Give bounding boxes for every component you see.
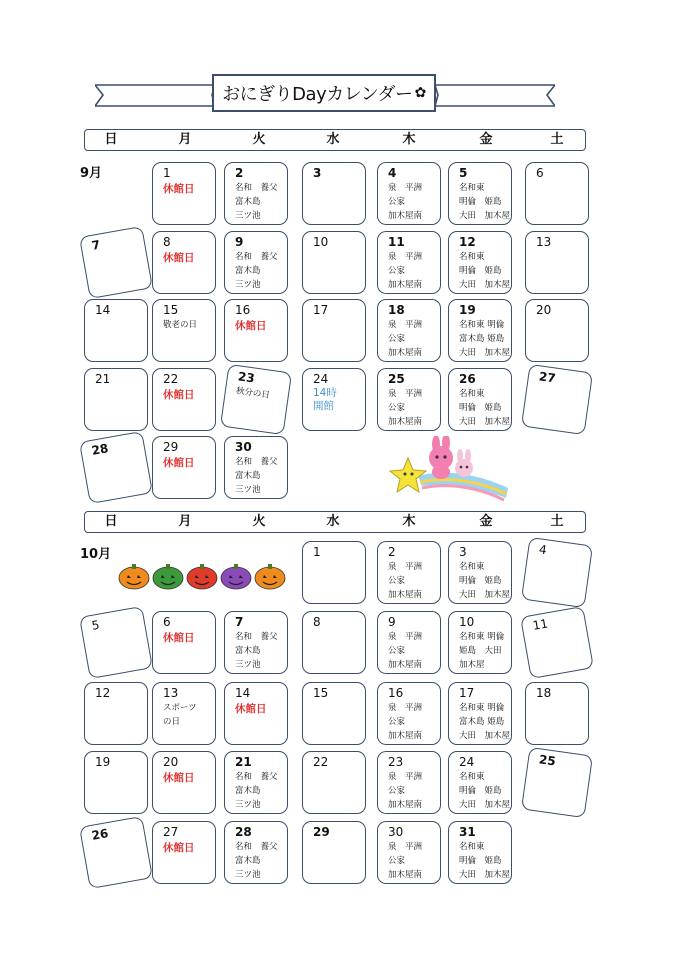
bunny-star-illustration bbox=[388, 436, 510, 504]
school-district: 明倫 姫島 bbox=[459, 197, 502, 207]
day-number: 4 bbox=[538, 542, 548, 558]
calendar-day bbox=[79, 606, 153, 679]
weekday-label: 火 bbox=[252, 132, 266, 147]
calendar-day bbox=[377, 611, 441, 674]
school-district: 名和 養父 bbox=[235, 772, 278, 782]
calendar-day bbox=[152, 299, 216, 362]
calendar-day bbox=[224, 821, 288, 884]
calendar-day bbox=[224, 299, 288, 362]
school-district: 富木島 bbox=[235, 197, 261, 207]
day-number: 8 bbox=[313, 615, 321, 629]
school-district: 大田 加木屋 bbox=[459, 280, 511, 290]
school-district: 加木屋南 bbox=[388, 417, 423, 427]
day-number: 19 bbox=[459, 303, 476, 317]
school-district: 加木屋南 bbox=[388, 870, 423, 880]
pumpkin-icon bbox=[187, 564, 217, 589]
school-district: 名和東 明倫 bbox=[459, 703, 505, 713]
school-district: 姫島 大田 bbox=[459, 646, 502, 656]
day-number: 5 bbox=[459, 166, 468, 180]
school-district: 泉 平洲 bbox=[388, 632, 423, 642]
school-district: 加木屋南 bbox=[388, 590, 423, 600]
school-district: 名和 養父 bbox=[235, 632, 278, 642]
day-number: 25 bbox=[538, 752, 557, 769]
weekday-label: 日 bbox=[104, 132, 118, 147]
calendar-day bbox=[377, 162, 441, 225]
calendar-day bbox=[448, 541, 512, 604]
calendar-day bbox=[448, 368, 512, 431]
school-district: 明倫 姫島 bbox=[459, 786, 502, 796]
school-district: 加木屋南 bbox=[388, 800, 423, 810]
day-number: 10 bbox=[459, 615, 475, 629]
pumpkins-decoration bbox=[118, 562, 288, 590]
weekday-label: 月 bbox=[178, 132, 192, 147]
calendar-day bbox=[302, 162, 366, 225]
school-district: 大田 加木屋 bbox=[459, 590, 511, 600]
closed-label: 休館日 bbox=[235, 703, 267, 715]
day-number: 27 bbox=[538, 369, 557, 386]
calendar-day bbox=[448, 611, 512, 674]
calendar-day bbox=[525, 162, 589, 225]
calendar-day bbox=[220, 364, 292, 435]
calendar-day bbox=[152, 821, 216, 884]
day-number: 24 bbox=[459, 755, 475, 769]
calendar-day bbox=[224, 231, 288, 294]
weekday-label: 日 bbox=[104, 514, 118, 529]
school-district: 三ツ池 bbox=[235, 211, 261, 221]
day-number: 29 bbox=[313, 825, 330, 839]
school-district: 富木島 bbox=[235, 856, 261, 866]
day-number: 31 bbox=[459, 825, 476, 839]
school-district: 富木島 bbox=[235, 786, 261, 796]
calendar-day bbox=[448, 162, 512, 225]
day-number: 17 bbox=[459, 686, 475, 700]
calendar-day bbox=[152, 162, 216, 225]
school-district: 泉 平洲 bbox=[388, 389, 423, 399]
calendar-day bbox=[152, 436, 216, 499]
day-number: 3 bbox=[459, 545, 467, 559]
day-number: 11 bbox=[388, 235, 405, 249]
day-number: 21 bbox=[95, 372, 111, 386]
weekday-label: 月 bbox=[178, 514, 192, 529]
closed-label: 休館日 bbox=[163, 183, 195, 195]
month-label-september: 9月 bbox=[80, 166, 103, 181]
closed-label: 休館日 bbox=[163, 389, 195, 401]
day-number: 28 bbox=[90, 441, 110, 458]
school-district: 三ツ池 bbox=[235, 280, 261, 290]
closed-label: 休館日 bbox=[235, 320, 267, 332]
calendar-day bbox=[152, 751, 216, 814]
closed-label: 休館日 bbox=[163, 772, 195, 784]
calendar-day bbox=[84, 751, 148, 814]
school-district: 三ツ池 bbox=[235, 485, 261, 495]
calendar-day bbox=[302, 299, 366, 362]
calendar-day bbox=[521, 537, 593, 608]
day-number: 23 bbox=[388, 755, 404, 769]
weekday-label: 金 bbox=[479, 132, 493, 147]
school-district: 泉 平洲 bbox=[388, 772, 423, 782]
day-number: 7 bbox=[90, 237, 102, 253]
day-number: 25 bbox=[388, 372, 405, 386]
day-number: 22 bbox=[313, 755, 329, 769]
day-number: 1 bbox=[163, 166, 171, 180]
school-district: スポーツ bbox=[163, 703, 197, 713]
school-district: 敬老の日 bbox=[163, 320, 198, 330]
calendar-day bbox=[152, 611, 216, 674]
day-number: 3 bbox=[313, 166, 322, 180]
school-district: 名和東 bbox=[459, 183, 485, 193]
closed-label: 休館日 bbox=[163, 457, 195, 469]
calendar-day bbox=[525, 299, 589, 362]
day-number: 10 bbox=[313, 235, 329, 249]
day-number: 28 bbox=[235, 825, 252, 839]
day-number: 18 bbox=[388, 303, 405, 317]
calendar-day bbox=[302, 821, 366, 884]
school-district: 富木島 bbox=[235, 646, 261, 656]
school-district: 名和 養父 bbox=[235, 183, 278, 193]
school-district: 富木島 bbox=[235, 471, 261, 481]
school-district: 泉 平洲 bbox=[388, 252, 423, 262]
school-district: 泉 平洲 bbox=[388, 320, 423, 330]
school-district: 名和東 bbox=[459, 772, 485, 782]
calendar-day bbox=[84, 299, 148, 362]
calendar-day bbox=[152, 682, 216, 745]
closed-label: 休館日 bbox=[163, 632, 195, 644]
day-number: 12 bbox=[95, 686, 111, 700]
day-number: 30 bbox=[388, 825, 404, 839]
school-district: 三ツ池 bbox=[235, 660, 261, 670]
day-number: 17 bbox=[313, 303, 329, 317]
calendar-day bbox=[302, 611, 366, 674]
school-district: 公家 bbox=[388, 717, 406, 727]
calendar-day bbox=[152, 368, 216, 431]
school-district: 名和東 明倫 bbox=[459, 320, 505, 330]
calendar-day bbox=[521, 364, 593, 435]
calendar-day bbox=[302, 368, 366, 431]
day-number: 24 bbox=[313, 372, 329, 386]
calendar-day bbox=[448, 751, 512, 814]
school-district: 公家 bbox=[388, 856, 406, 866]
calendar-day bbox=[224, 162, 288, 225]
school-district: 公家 bbox=[388, 266, 406, 276]
day-number: 8 bbox=[163, 235, 171, 249]
day-number: 5 bbox=[90, 617, 101, 633]
opening-note: 14時 bbox=[313, 387, 337, 399]
calendar-day bbox=[377, 231, 441, 294]
calendar-day bbox=[302, 751, 366, 814]
day-number: 26 bbox=[90, 826, 110, 843]
weekday-label: 水 bbox=[326, 132, 340, 147]
day-number: 20 bbox=[163, 755, 179, 769]
school-district: 名和 養父 bbox=[235, 457, 278, 467]
day-number: 7 bbox=[235, 615, 244, 629]
calendar-day bbox=[520, 606, 594, 679]
day-number: 6 bbox=[163, 615, 171, 629]
calendar-day bbox=[377, 751, 441, 814]
day-number: 14 bbox=[235, 686, 251, 700]
calendar-day bbox=[224, 682, 288, 745]
school-district: 名和東 bbox=[459, 562, 485, 572]
day-number: 22 bbox=[163, 372, 179, 386]
school-district: 名和 養父 bbox=[235, 842, 278, 852]
school-district: 名和東 bbox=[459, 252, 485, 262]
school-district: 大田 加木屋 bbox=[459, 211, 511, 221]
school-district: 公家 bbox=[388, 646, 406, 656]
school-district: 加木屋南 bbox=[388, 211, 423, 221]
day-number: 11 bbox=[531, 616, 550, 633]
day-number: 2 bbox=[235, 166, 244, 180]
school-district: 名和東 bbox=[459, 842, 485, 852]
day-number: 19 bbox=[95, 755, 111, 769]
school-district: 泉 平洲 bbox=[388, 703, 423, 713]
calendar-day bbox=[302, 541, 366, 604]
school-district: 泉 平洲 bbox=[388, 562, 423, 572]
day-number: 13 bbox=[536, 235, 552, 249]
calendar-day bbox=[377, 682, 441, 745]
calendar-day bbox=[79, 431, 153, 504]
calendar-day bbox=[224, 751, 288, 814]
school-district: 富木島 姫島 bbox=[459, 717, 505, 727]
day-number: 26 bbox=[459, 372, 476, 386]
school-district: 明倫 姫島 bbox=[459, 266, 502, 276]
school-district: 公家 bbox=[388, 576, 406, 586]
day-number: 15 bbox=[163, 303, 179, 317]
pumpkin-icon bbox=[255, 564, 285, 589]
school-district: 大田 加木屋 bbox=[459, 348, 511, 358]
school-district: 明倫 姫島 bbox=[459, 576, 502, 586]
calendar-day bbox=[79, 226, 153, 299]
weekday-label: 木 bbox=[402, 132, 416, 147]
pumpkin-icon bbox=[153, 564, 183, 589]
calendar-day bbox=[84, 682, 148, 745]
calendar-day bbox=[377, 821, 441, 884]
school-district: 泉 平洲 bbox=[388, 183, 423, 193]
calendar-day bbox=[521, 747, 593, 818]
day-number: 15 bbox=[313, 686, 329, 700]
school-district: 加木屋南 bbox=[388, 731, 423, 741]
closed-label: 休館日 bbox=[163, 252, 195, 264]
school-district: 富木島 姫島 bbox=[459, 334, 505, 344]
calendar-day bbox=[152, 231, 216, 294]
opening-note: 開館 bbox=[313, 400, 334, 412]
calendar-day bbox=[525, 231, 589, 294]
day-number: 21 bbox=[235, 755, 252, 769]
school-district: 大田 加木屋 bbox=[459, 731, 511, 741]
closed-label: 休館日 bbox=[163, 842, 195, 854]
calendar-day bbox=[224, 611, 288, 674]
calendar-day bbox=[448, 821, 512, 884]
calendar-day bbox=[79, 816, 153, 889]
calendar-day bbox=[377, 368, 441, 431]
school-district: 名和東 明倫 bbox=[459, 632, 505, 642]
weekday-label: 金 bbox=[479, 514, 493, 529]
calendar-day bbox=[448, 231, 512, 294]
school-district: 明倫 姫島 bbox=[459, 403, 502, 413]
school-district: 加木屋 bbox=[459, 660, 485, 670]
day-number: 1 bbox=[313, 545, 321, 559]
weekday-label: 土 bbox=[550, 132, 564, 147]
day-number: 20 bbox=[536, 303, 552, 317]
day-number: 4 bbox=[388, 166, 397, 180]
school-district: 三ツ池 bbox=[235, 800, 261, 810]
calendar-day bbox=[377, 299, 441, 362]
day-number: 23 bbox=[237, 369, 256, 386]
school-district: 泉 平洲 bbox=[388, 842, 423, 852]
school-district: 加木屋南 bbox=[388, 280, 423, 290]
weekday-header bbox=[84, 129, 586, 151]
school-district: 公家 bbox=[388, 786, 406, 796]
weekday-label: 水 bbox=[326, 514, 340, 529]
day-number: 9 bbox=[388, 615, 396, 629]
weekday-label: 土 bbox=[550, 514, 564, 529]
calendar-day bbox=[224, 436, 288, 499]
school-district: 加木屋南 bbox=[388, 348, 423, 358]
school-district: 富木島 bbox=[235, 266, 261, 276]
day-number: 12 bbox=[459, 235, 476, 249]
school-district: 三ツ池 bbox=[235, 870, 261, 880]
page-title: おにぎりDayカレンダー ✿ bbox=[212, 74, 436, 112]
school-district: 明倫 姫島 bbox=[459, 856, 502, 866]
day-number: 16 bbox=[235, 303, 251, 317]
school-district: 公家 bbox=[388, 334, 406, 344]
calendar-day bbox=[302, 231, 366, 294]
school-district: の日 bbox=[163, 717, 181, 727]
day-number: 16 bbox=[388, 686, 404, 700]
day-number: 13 bbox=[163, 686, 179, 700]
calendar-day bbox=[377, 541, 441, 604]
pumpkin-icon bbox=[119, 564, 149, 589]
month-label-october: 10月 bbox=[80, 547, 112, 562]
school-district: 大田 加木屋 bbox=[459, 417, 511, 427]
calendar-day bbox=[84, 368, 148, 431]
calendar-day bbox=[448, 682, 512, 745]
day-number: 6 bbox=[536, 166, 544, 180]
day-number: 2 bbox=[388, 545, 396, 559]
weekday-header bbox=[84, 511, 586, 533]
day-number: 18 bbox=[536, 686, 552, 700]
pumpkin-icon bbox=[221, 564, 251, 589]
day-number: 14 bbox=[95, 303, 111, 317]
day-number: 29 bbox=[163, 440, 179, 454]
calendar-day bbox=[448, 299, 512, 362]
weekday-label: 火 bbox=[252, 514, 266, 529]
day-number: 27 bbox=[163, 825, 179, 839]
flower-icon: ✿ bbox=[414, 85, 426, 101]
calendar-day bbox=[525, 682, 589, 745]
day-number: 9 bbox=[235, 235, 244, 249]
school-district: 公家 bbox=[388, 403, 406, 413]
school-district: 加木屋南 bbox=[388, 660, 423, 670]
school-district: 大田 加木屋 bbox=[459, 870, 511, 880]
school-district: 名和東 bbox=[459, 389, 485, 399]
school-district: 名和 養父 bbox=[235, 252, 278, 262]
weekday-label: 木 bbox=[402, 514, 416, 529]
school-district: 秋分の日 bbox=[235, 386, 271, 401]
school-district: 公家 bbox=[388, 197, 406, 207]
school-district: 大田 加木屋 bbox=[459, 800, 511, 810]
calendar-day bbox=[302, 682, 366, 745]
day-number: 30 bbox=[235, 440, 252, 454]
